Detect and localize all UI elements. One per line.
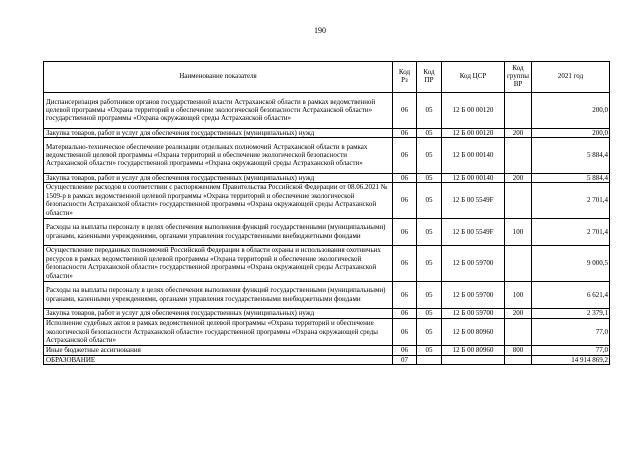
row-vr: 800 (505, 346, 532, 356)
row-csr: 12 Б 00 5549F (442, 183, 505, 219)
budget-table (43, 61, 610, 365)
row-rz: 06 (393, 346, 417, 356)
row-csr: 12 Б 00 80960 (442, 318, 505, 346)
row-pr: 05 (417, 281, 442, 309)
row-csr: 12 Б 00 59700 (442, 309, 505, 319)
row-vr (505, 138, 532, 174)
header-name: Наименование показателя (44, 62, 393, 93)
row-name: Расходы на выплаты персоналу в целях обеспечения выполнения функций государственными (муниципальными) органами, казенными учреждениями, органами управления государственными внебюджетными фондами (44, 218, 393, 246)
row-amount: 2 379,1 (532, 309, 610, 319)
table-row (44, 246, 610, 282)
row-amount: 9 000,5 (532, 246, 610, 282)
row-rz: 06 (393, 218, 417, 246)
table-row (44, 138, 610, 174)
header-rz: Код Рз (393, 62, 417, 93)
row-amount: 200,0 (532, 128, 610, 138)
row-pr: 05 (417, 93, 442, 129)
row-name: Закупка товаров, работ и услуг для обеспечения государственных (муниципальных) нужд (44, 128, 393, 138)
header-pr: Код ПР (417, 62, 442, 93)
row-rz: 06 (393, 281, 417, 309)
row-name: Материально-техническое обеспечение реализации отдельных полномочий Астраханской области в рамках ведомственной целевой программы «Охрана территорий и обеспечение экологической безопасности Астраханской области» государственной программы «Охрана окружающей среды Астраханской области» (44, 138, 393, 174)
row-name: Иные бюджетные ассигнования (44, 346, 393, 356)
row-csr: 12 Б 00 59700 (442, 281, 505, 309)
row-rz: 06 (393, 183, 417, 219)
table-row (44, 281, 610, 309)
header-vr: Код группы ВР (505, 62, 532, 93)
row-pr: 05 (417, 183, 442, 219)
row-vr: 200 (505, 128, 532, 138)
row-pr: 05 (417, 218, 442, 246)
table-row (44, 173, 610, 183)
row-vr (505, 246, 532, 282)
row-vr: 200 (505, 309, 532, 319)
row-vr (505, 318, 532, 346)
row-pr: 05 (417, 318, 442, 346)
table-row (44, 218, 610, 246)
row-name: Расходы на выплаты персоналу в целях обеспечения выполнения функций государственными (муниципальными) органами, казенными учреждениями, органами управления государственными внебюджетными фондами (44, 281, 393, 309)
row-rz: 06 (393, 173, 417, 183)
row-vr (505, 183, 532, 219)
row-rz: 06 (393, 93, 417, 129)
row-pr: 05 (417, 138, 442, 174)
row-vr (505, 93, 532, 129)
page-number: 190 (314, 26, 326, 35)
row-vr: 100 (505, 218, 532, 246)
table-row (44, 309, 610, 319)
row-vr: 200 (505, 173, 532, 183)
row-name: Исполнение судебных актов в рамках ведомственной целевой программы «Охрана территорий и обеспечение экологической безопасности Астраханской области» государственной программы «Охрана окружающей среды Астраханской области» (44, 318, 393, 346)
row-vr (505, 355, 532, 365)
row-csr: 12 Б 00 59700 (442, 246, 505, 282)
row-pr (417, 355, 442, 365)
table-row (44, 183, 610, 219)
row-amount: 2 701,4 (532, 183, 610, 219)
row-rz: 07 (393, 355, 417, 365)
row-rz: 06 (393, 309, 417, 319)
table-row (44, 318, 610, 346)
row-name: Осуществление переданных полномочий Российской Федерации в области охраны и использования охотничьих ресурсов в рамках ведомственной целевой программы «Охрана территорий и обеспечение экологической безопасности Астраханской области» государственной программы «Охрана окружающей среды Астраханской области» (44, 246, 393, 282)
row-csr: 12 Б 00 00120 (442, 93, 505, 129)
row-amount: 14 914 869,2 (532, 355, 610, 365)
row-rz: 06 (393, 138, 417, 174)
row-csr: 12 Б 00 80960 (442, 346, 505, 356)
row-pr: 05 (417, 309, 442, 319)
row-amount: 2 701,4 (532, 218, 610, 246)
header-csr: Код ЦСР (442, 62, 505, 93)
row-rz: 06 (393, 128, 417, 138)
row-rz: 06 (393, 318, 417, 346)
row-vr: 100 (505, 281, 532, 309)
header-year: 2021 год (532, 62, 610, 93)
header-row (44, 62, 610, 93)
row-pr: 05 (417, 128, 442, 138)
row-csr: 12 Б 00 00120 (442, 128, 505, 138)
row-csr (442, 355, 505, 365)
row-pr: 05 (417, 173, 442, 183)
row-amount: 200,0 (532, 93, 610, 129)
row-amount: 6 621,4 (532, 281, 610, 309)
row-amount: 77,0 (532, 346, 610, 356)
row-name: Закупка товаров, работ и услуг для обеспечения государственных (муниципальных) нужд (44, 309, 393, 319)
row-name: Диспансеризация работников органов государственной власти Астраханской области в рамках ведомственной целевой программы «Охрана территорий и обеспечение экологической безопасности Астраханской области» государственной программы «Охрана окружающей среды Астраханской области» (44, 93, 393, 129)
table-row (44, 355, 610, 365)
row-name: Закупка товаров, работ и услуг для обеспечения государственных (муниципальных) нужд (44, 173, 393, 183)
row-name: ОБРАЗОВАНИЕ (44, 355, 393, 365)
table-row (44, 346, 610, 356)
row-pr: 05 (417, 246, 442, 282)
row-csr: 12 Б 00 5549F (442, 218, 505, 246)
row-pr: 05 (417, 346, 442, 356)
row-csr: 12 Б 00 00140 (442, 173, 505, 183)
table-row (44, 128, 610, 138)
table-row (44, 93, 610, 129)
row-amount: 5 884,4 (532, 138, 610, 174)
row-amount: 77,0 (532, 318, 610, 346)
row-amount: 5 884,4 (532, 173, 610, 183)
row-rz: 06 (393, 246, 417, 282)
row-csr: 12 Б 00 00140 (442, 138, 505, 174)
row-name: Осуществление расходов в соответствии с распоряжением Правительства Российской Федерации от 08.06.2021 № 1509-р в рамках ведомственной целевой программы «Охрана территорий и обеспечение экологической безопасности Астраханской области» государственной программы «Охрана окружающей среды Астраханской области» (44, 183, 393, 219)
